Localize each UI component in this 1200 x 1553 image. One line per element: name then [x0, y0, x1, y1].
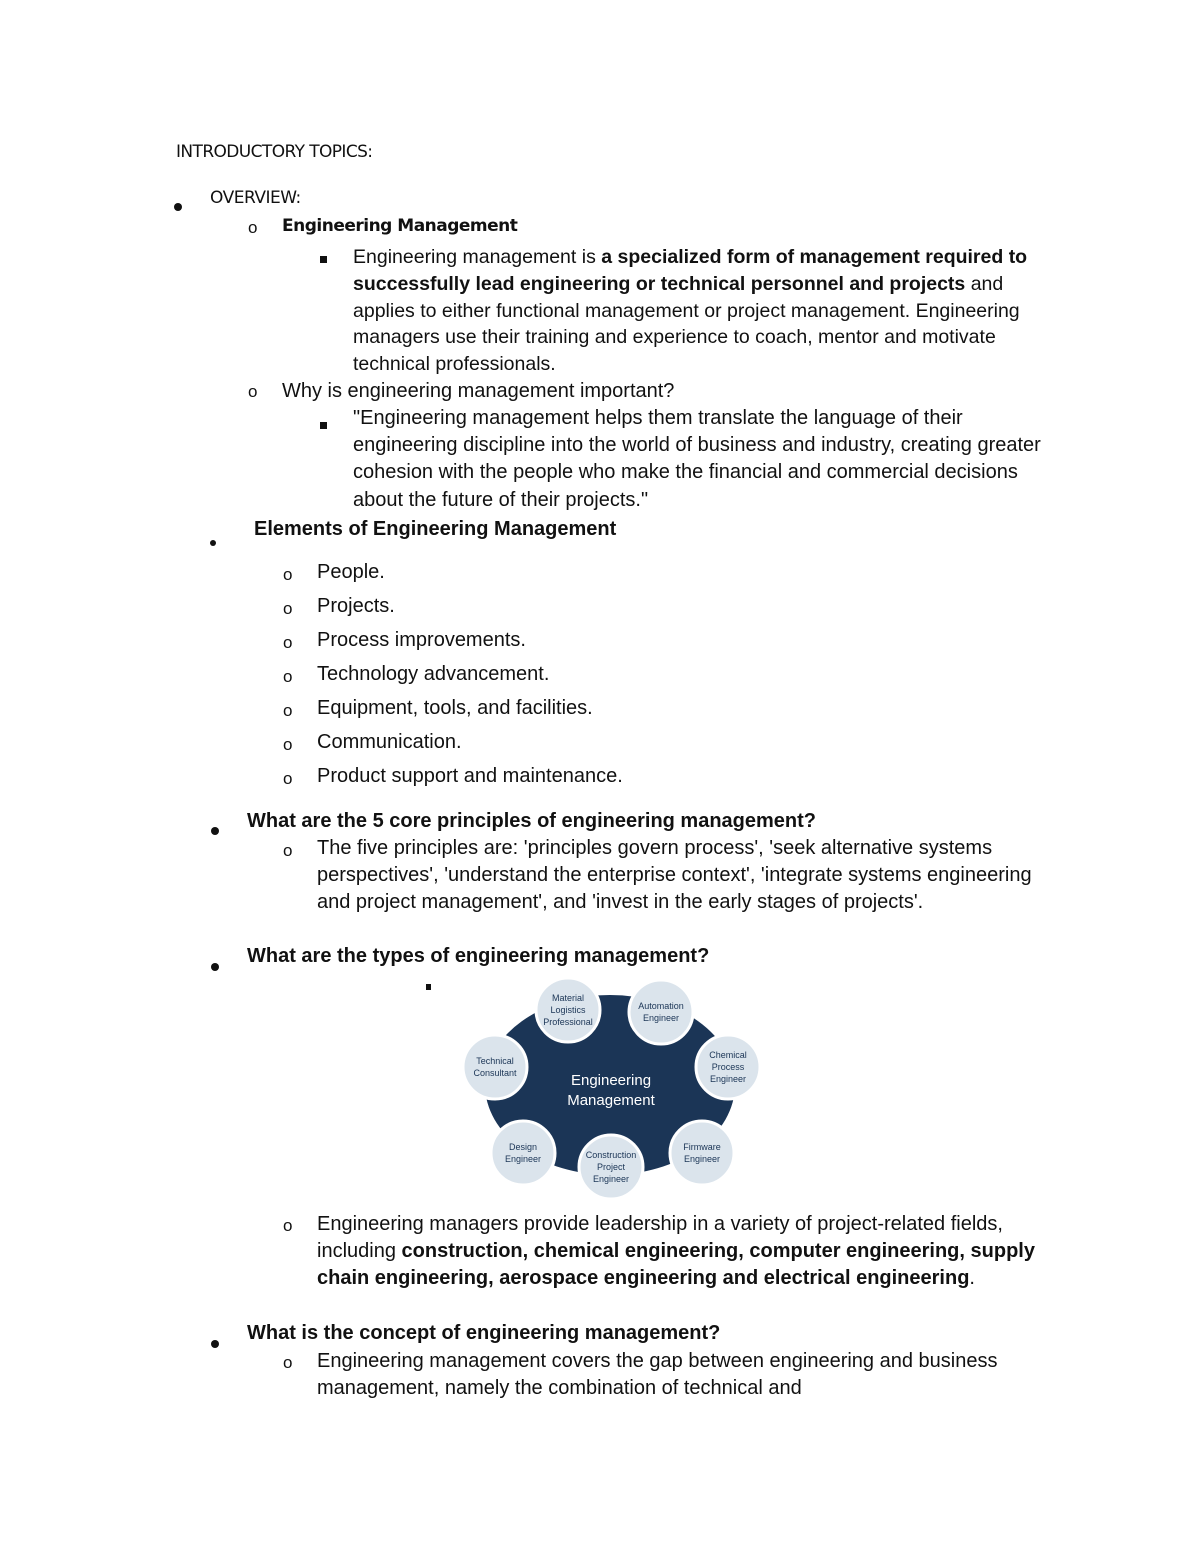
bullet-icon — [210, 529, 216, 552]
diagram-node-label: Engineer — [592, 1174, 630, 1184]
diagram-center-label: Management — [567, 1092, 655, 1109]
types-answer-bold: construction, chemical engineering, computer engineering, supply chain engineering, aerospace engineering and electrical engineering — [317, 1240, 1035, 1290]
diagram-node-label: Construction — [585, 1150, 637, 1160]
diagram-node-label: Engineer — [683, 1154, 721, 1164]
section-title-engineering-management: Engineering Management — [282, 216, 518, 236]
element-item: Communication. — [317, 731, 462, 753]
circle-bullet-icon: o — [283, 769, 293, 788]
circle-bullet-icon: o — [283, 701, 293, 720]
circle-bullet-icon: o — [283, 735, 293, 754]
diagram-center-label: Engineering — [570, 1072, 652, 1089]
diagram-node — [629, 980, 693, 1044]
circle-bullet-icon: o — [283, 667, 293, 686]
types-answer: Engineering managers provide leadership in a variety of project-related fields, including construction, chemical engineering, computer engineering, supply chain engineering, aerospace engineering and electrical engineering. — [317, 1213, 1035, 1290]
diagram-node-label: Technical — [476, 1056, 514, 1066]
circle-bullet-icon: o — [248, 382, 258, 401]
element-item: Technology advancement. — [317, 663, 550, 685]
square-bullet-icon — [320, 412, 327, 435]
circle-bullet-icon: o — [248, 218, 258, 237]
bullet-icon — [211, 954, 219, 977]
diagram-node-label: Consultant — [473, 1068, 517, 1078]
circle-bullet-icon: o — [283, 1216, 293, 1235]
principles-question: What are the 5 core principles of engineering management? — [247, 810, 817, 832]
principles-answer: The five principles are: 'principles govern process', 'seek alternative systems perspectives', 'understand the enterprise context', 'integrate systems engineering and project management', and 'invest in the early stages of projects'. — [317, 837, 1032, 914]
diagram-node-label: Automation — [638, 1001, 684, 1011]
bullet-icon — [211, 818, 219, 841]
elements-title: Elements of Engineering Management — [254, 518, 617, 540]
engineering-management-diagram — [455, 975, 775, 1205]
diagram-node-label: Process — [711, 1062, 745, 1072]
circle-bullet-icon: o — [283, 565, 293, 584]
diagram-node-label: Project — [596, 1162, 626, 1172]
element-item: People. — [317, 561, 385, 583]
circle-bullet-icon: o — [283, 841, 293, 860]
element-item: Projects. — [317, 595, 395, 617]
definition-bold: a specialized form of management required to successfully lead engineering or technical personnel and projects — [353, 246, 1028, 295]
definition-paragraph: Engineering management is a specialized form of management required to successfully lead engineering or technical personnel and projects and applies to either functional management or project management. Engineering managers use their training and experience to coach, mentor and motivate technical professionals. — [353, 246, 1028, 376]
circle-bullet-icon: o — [283, 599, 293, 618]
diagram-node — [670, 1121, 734, 1185]
diagram-node-label: Engineer — [642, 1013, 680, 1023]
square-bullet-icon — [320, 246, 327, 269]
element-item: Equipment, tools, and facilities. — [317, 697, 593, 719]
concept-question: What is the concept of engineering management? — [247, 1322, 721, 1344]
diagram-node-label: Material — [551, 993, 585, 1003]
overview-label: OVERVIEW: — [210, 188, 301, 208]
diagram-node-label: Professional — [543, 1017, 593, 1027]
circle-bullet-icon: o — [283, 1353, 293, 1372]
bullet-icon — [211, 1331, 219, 1354]
diagram-node-label: Engineer — [504, 1154, 542, 1164]
diagram-node-label: Chemical — [709, 1050, 747, 1060]
diagram-node-label: Logistics — [550, 1005, 586, 1015]
element-item: Process improvements. — [317, 629, 526, 651]
bullet-icon — [174, 194, 182, 217]
square-bullet-icon — [426, 973, 431, 996]
page-heading: INTRODUCTORY TOPICS: — [176, 142, 373, 162]
concept-answer: Engineering management covers the gap between engineering and business management, namely the combination of technical and — [317, 1350, 998, 1400]
circle-bullet-icon: o — [283, 633, 293, 652]
why-important-question: Why is engineering management important? — [282, 380, 675, 402]
diagram-node — [463, 1035, 527, 1099]
quote-paragraph: "Engineering management helps them translate the language of their engineering discipline into the world of business and industry, creating greater cohesion with the people who make the financial and commercial decisions about the future of their projects." — [353, 407, 1041, 511]
diagram-node — [491, 1121, 555, 1185]
diagram-node-label: Design — [508, 1142, 538, 1152]
diagram-node-label: Engineer — [709, 1074, 747, 1084]
diagram-node-label: Firmware — [683, 1142, 721, 1152]
types-question: What are the types of engineering management? — [247, 945, 710, 967]
element-item: Product support and maintenance. — [317, 765, 623, 787]
